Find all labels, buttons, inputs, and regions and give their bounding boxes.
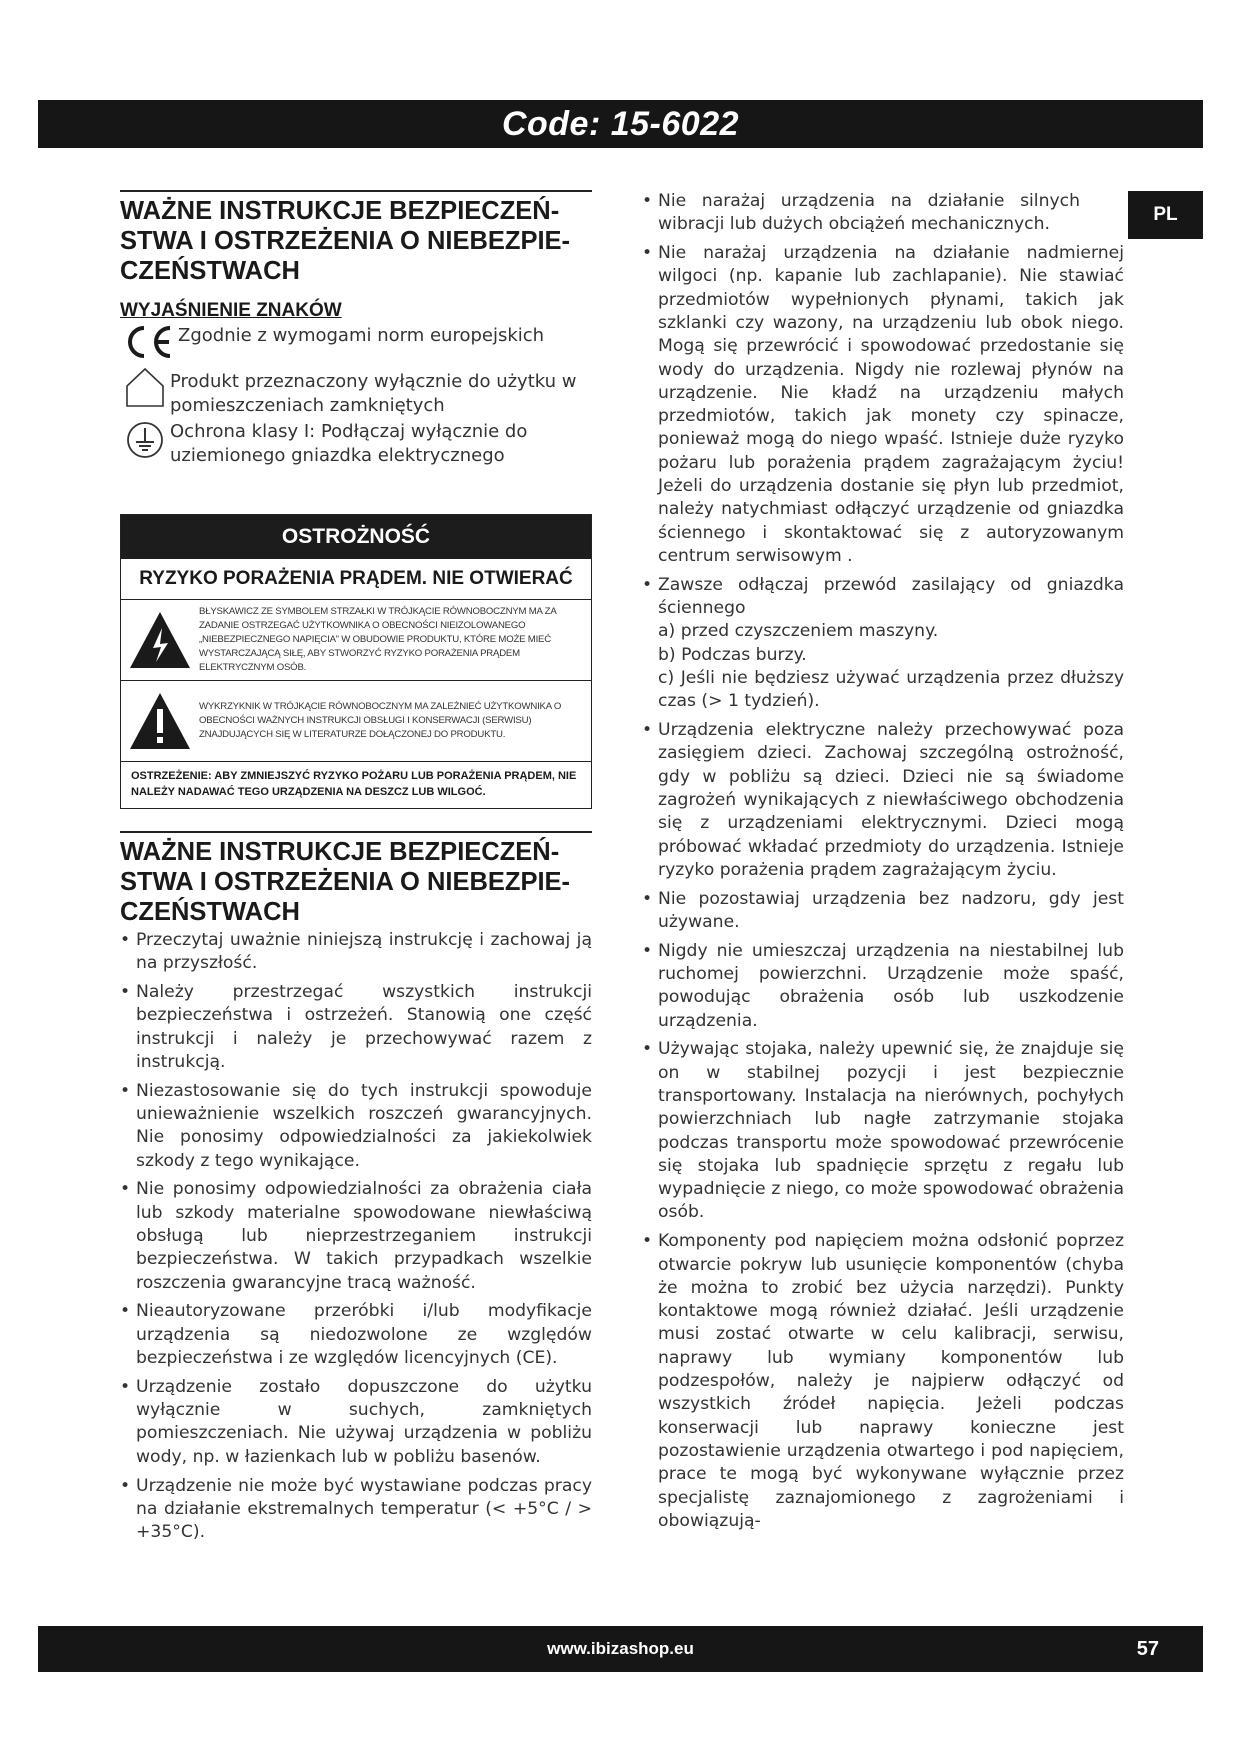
- list-item: • Używając stojaka, należy upewnić się, że znajduje się on w stabilnej pozycji i jest bezpiecznie transportowany. Instalacja na nierównych, pochyłych powierzchniach lub nagłe zatrzymanie stojaka podczas transportu może spowodować przewrócenie się stojaka lub spadnięcie sprzętu z regału lub wypadnięcie z niego, co może spowodować obrażenia osób.: [642, 1038, 1124, 1224]
- list-item: • Nie narażaj urządzenia na działanie silnych wibracji lub dużych obciążeń mechanicznych.: [642, 190, 1124, 237]
- list-item: • Przeczytaj uważnie niniejszą instrukcję i zachowaj ją na przyszłość.: [120, 929, 592, 976]
- lightning-warning-row: [121, 600, 591, 681]
- language-label: PL: [1153, 204, 1178, 225]
- website-url: www.ibizashop.eu: [547, 1639, 694, 1658]
- list-item-line: b) Podczas burzy.: [658, 644, 807, 665]
- exclamation-triangle-icon: [121, 691, 199, 751]
- product-code: Code: 15-6022: [501, 104, 740, 143]
- signs-heading: WYJAŚNIENIE ZNAKÓW: [120, 300, 342, 321]
- list-item: [642, 574, 1124, 714]
- house-icon: [120, 364, 170, 410]
- list-item: • Urządzenia elektryczne należy przechowywać poza zasięgiem dzieci. Zachowaj szczególną ostrożność, gdy w pobliżu są dzieci. Dzieci nie są świadome zagrożeń wynikających z niewłaściwego obchodzenia się z urządzeniami elektrycznymi. Dzieci mogą próbować wkładać przedmioty do urządzenia. Istnieje ryzyko porażenia prądem zagrażającym życiu.: [642, 719, 1124, 882]
- footer-band: [38, 1626, 1203, 1672]
- list-item: • Nie ponosimy odpowiedzialności za obrażenia ciała lub szkody materialne spowodowane niewłaściwą obsługą lub nieprzestrzeganiem instrukcji bezpieczeństwa. W takich przypadkach wszelkie roszczenia gwarancyjne tracą ważność.: [120, 1178, 592, 1294]
- list-item: • Nie pozostawiaj urządzenia bez nadzoru, gdy jest używane.: [642, 888, 1124, 935]
- list-item-line: • Zawsze odłączaj przewód zasilający od gniazdka ściennego: [658, 574, 1124, 619]
- caution-box: [120, 514, 592, 809]
- list-item: • Niezastosowanie się do tych instrukcji spowoduje unieważnienie wszelkich roszczeń gwarancyjnych. Nie ponosimy odpowiedzialności za jakiekolwiek szkody z tego wynikające.: [120, 1080, 592, 1173]
- right-bullet-list: [642, 190, 1124, 1533]
- list-item: • Komponenty pod napięciem można odsłonić poprzez otwarcie pokryw lub usunięcie komponentów (chyba że można to zrobić bez użycia narzędzi). Punkty kontaktowe mogą również działać. Jeśli urządzenie musi zostać otwarte w celu kalibracji, serwisu, naprawy lub wymiany komponentów lub podzespołów, należy je najpierw odłączyć od wszystkich źródeł napięcia. Jeżeli podczas konserwacji lub naprawy konieczne jest pozostawienie urządzenia otwartego i pod napięciem, prace te mogą być wykonywane wyłącznie przez specjalistę zaznajomionego z zagrożeniami i obowiązują-: [642, 1230, 1124, 1533]
- exclamation-warning-text: WYKRZYKNIK W TRÓJKĄCIE RÓWNOBOCZNYM MA ZALEŻNIEĆ UŻYTKOWNIKA O OBECNOŚCI WAŻNYCH INSTRUKCJI OBSŁUGI I KONSERWACJI (SERWISU) ZNAJDUJĄCYCH SIĘ W LITERATURZE DOŁĄCZONEJ DO PRODUKTU.: [199, 701, 562, 740]
- ce-mark-icon: [120, 324, 178, 360]
- header-band: [38, 100, 1203, 148]
- page-number: 57: [1136, 1637, 1159, 1660]
- left-bullet-list: [120, 929, 592, 1544]
- sign-row-ce: [120, 324, 592, 360]
- sign-text: Zgodnie z wymogami norm europejskich: [178, 325, 545, 346]
- caution-title: OSTROŻNOŚĆ: [121, 515, 591, 559]
- lightning-triangle-icon: [121, 610, 199, 670]
- list-item-line: a) przed czyszczeniem maszyny.: [658, 621, 939, 642]
- list-item: • Urządzenie zostało dopuszczone do użytku wyłącznie w suchych, zamkniętych pomieszczeniach. Nie używaj urządzenia w pobliżu wody, np. w łazienkach lub w pobliżu basenów.: [120, 1376, 592, 1469]
- sign-row-indoor: [120, 364, 592, 418]
- sign-text: Produkt przeznaczony wyłącznie do użytku w pomieszczeniach zamkniętych: [170, 371, 577, 416]
- list-item: • Nigdy nie umieszczaj urządzenia na niestabilnej lub ruchomej powierzchni. Urządzenie może spaść, powodując obrażenia osób lub uszkodzenie urządzenia.: [642, 940, 1124, 1033]
- section-title: WAŻNE INSTRUKCJE BEZPIECZEŃ-STWA I OSTRZEŻENIA O NIEBEZPIE-CZEŃSTWACH: [120, 831, 592, 927]
- sign-text: Ochrona klasy I: Podłączaj wyłącznie do uziemionego gniazdka elektrycznego: [170, 421, 528, 466]
- list-item: • Urządzenie nie może być wystawiane podczas pracy na działanie ekstremalnych temperatur (< +5°C / > +35°C).: [120, 1475, 592, 1545]
- protective-earth-icon: [120, 420, 170, 460]
- language-tab: [1128, 191, 1203, 239]
- right-column: [642, 190, 1124, 1539]
- list-item: • Nie narażaj urządzenia na działanie nadmiernej wilgoci (np. kapanie lub zachlapanie). Nie stawiać przedmiotów wypełnionych płynami, takich jak szklanki czy wazony, na urządzeniu lub obok niego. Mogą się przewrócić i spowodować przedostanie się wody do urządzenia. Nigdy nie rozlewaj płynów na urządzenie. Nie kładź na urządzeniu małych przedmiotów, takich jak monety czy spinacze, ponieważ mogą do niego wpaść. Istnieje duże ryzyko pożaru lub porażenia prądem zagrażającym życiu! Jeżeli do urządzenia dostanie się płyn lub przedmiot, należy natychmiast odłączyć urządzenie od gniazdka ściennego i skontaktować się z autoryzowanym centrum serwisowym .: [642, 242, 1124, 568]
- list-item-line: c) Jeśli nie będziesz używać urządzenia przez dłuższy czas (> 1 tydzień).: [658, 667, 1124, 712]
- caution-subtitle: RYZYKO PORAŻENIA PRĄDEM. NIE OTWIERAĆ: [121, 559, 591, 600]
- list-item: • Nieautoryzowane przeróbki i/lub modyfikacje urządzenia są niedozwolone ze względów bezpieczeństwa i ze względów licencyjnych (CE).: [120, 1300, 592, 1370]
- list-item: • Należy przestrzegać wszystkich instrukcji bezpieczeństwa i ostrzeżeń. Stanowią one część instrukcji i należy je przechowywać razem z instrukcją.: [120, 981, 592, 1074]
- left-column: [120, 190, 592, 1550]
- section-title: WAŻNE INSTRUKCJE BEZPIECZEŃ-STWA I OSTRZEŻENIA O NIEBEZPIE-CZEŃSTWACH: [120, 190, 592, 286]
- exclamation-warning-row: [121, 681, 591, 762]
- sign-row-class1: [120, 420, 592, 468]
- caution-footer-text: OSTRZEŻENIE: ABY ZMNIEJSZYĆ RYZYKO POŻARU LUB PORAŻENIA PRĄDEM, NIE NALEŻY NADAWAĆ TEGO URZĄDZENIA NA DESZCZ LUB WILGOĆ.: [131, 770, 577, 798]
- lightning-warning-text: BŁYSKAWICZ ZE SYMBOLEM STRZAŁKI W TRÓJKĄCIE RÓWNOBOCZNYM MA ZA ZADANIE OSTRZEGAĆ UŻYTKOWNIKA O OBECNOŚCI NIEIZOLOWANEGO „NIEBEZPIECZNEGO NAPIĘCIA” W OBUDOWIE PRODUKTU, KTÓRE MOŻE MIEĆ WYSTARCZAJĄCĄ SIŁĘ, ABY STWORZYĆ RYZYKO PORAŻENIA PRĄDEM ELEKTRYCZNYM OSÓB.: [199, 606, 557, 673]
